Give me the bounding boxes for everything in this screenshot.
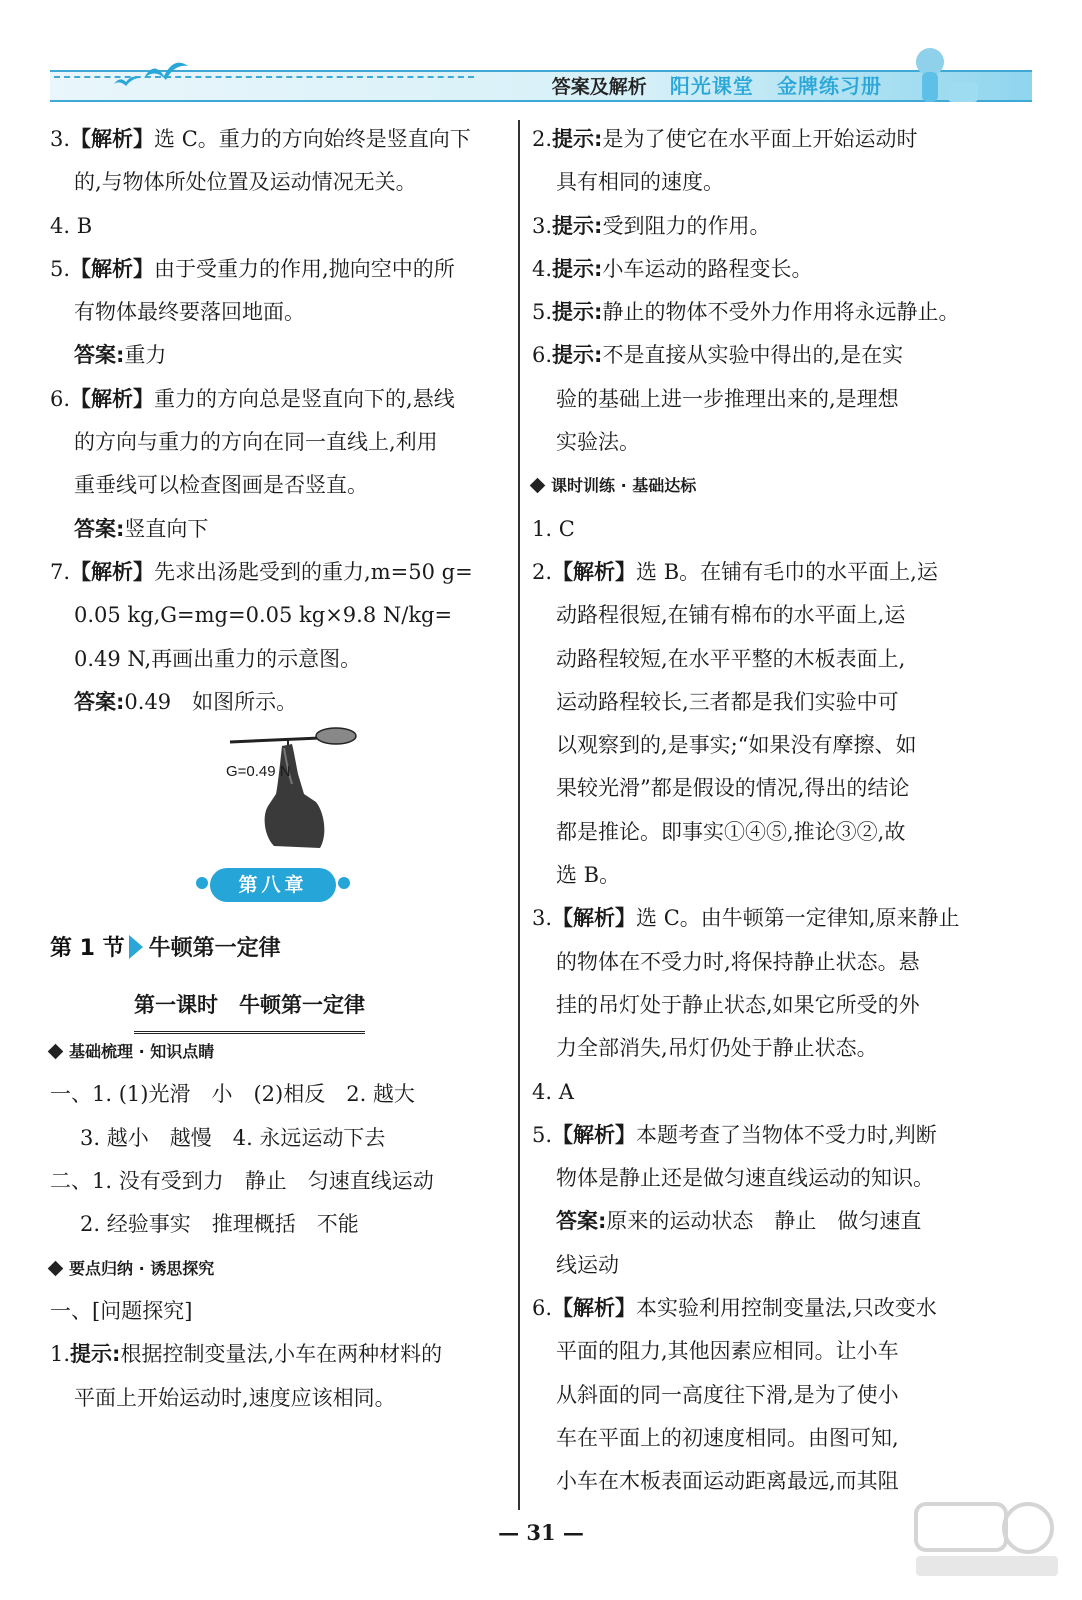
p3-tag: 【解析】 — [552, 906, 637, 931]
hint2-line1 — [532, 118, 1002, 161]
chapter-banner — [50, 854, 510, 924]
basic-review-heading — [50, 1030, 510, 1073]
q7-answer-tag: 答案: — [74, 689, 125, 714]
hint5-line1 — [532, 291, 1002, 334]
hint1-number: 1. — [50, 1342, 71, 1367]
hint2-number: 2. — [532, 127, 553, 151]
q6-line3: 重垂线可以检查图画是否竖直。 — [74, 473, 368, 498]
inquiry-heading: 一、[问题探究] — [50, 1298, 193, 1323]
p6-text-1: 本实验利用控制变量法,只改变水 — [636, 1296, 937, 1321]
q6-answer — [50, 508, 510, 551]
header-brand: 阳光课堂 — [669, 74, 754, 98]
key-points-heading-text: 要点归纳 · 诱思探究 — [69, 1258, 215, 1278]
q5-number: 5. — [50, 256, 71, 281]
q6-line1 — [50, 378, 510, 421]
p3-text-1: 选 C。由牛顿第一定律知,原来静止 — [636, 906, 960, 931]
right-column — [532, 118, 1002, 1504]
p2-line3: 动路程较短,在水平平整的木板表面上, — [556, 646, 906, 671]
header-decoration-icon — [892, 42, 992, 106]
column-divider — [518, 120, 520, 1510]
hint4-number: 4. — [532, 256, 553, 281]
p2-line7: 都是推论。即事实①④⑤,推论③②,故 — [556, 819, 906, 844]
practice-heading-text: 课时训练 · 基础达标 — [551, 476, 697, 496]
q3-line2: 的,与物体所处位置及运动情况无关。 — [74, 170, 417, 195]
q3-tag: 【解析】 — [70, 127, 155, 151]
hint1-line2: 平面上开始运动时,速度应该相同。 — [74, 1385, 396, 1410]
basic-line-1: 一、1. (1)光滑 小 (2)相反 2. 越大 — [50, 1082, 415, 1107]
hint3-line1 — [532, 205, 1002, 248]
q6-line2: 的方向与重力的方向在同一直线上,利用 — [74, 430, 438, 455]
chapter-dot-right — [338, 877, 350, 889]
p5-answer-tag: 答案: — [556, 1209, 607, 1234]
spoon-on-finger-illustration — [200, 724, 360, 854]
p6-tag: 【解析】 — [552, 1296, 637, 1321]
section-heading — [50, 924, 510, 974]
q6-text-1: 重力的方向总是竖直向下的,悬线 — [154, 386, 455, 411]
p3-line3: 挂的吊灯处于静止状态,如果它所受的外 — [556, 992, 920, 1017]
q5-line1 — [50, 248, 510, 291]
q7-text-1: 先求出汤匙受到的重力,m=50 g= — [154, 559, 473, 584]
hint6-line1 — [532, 334, 1002, 377]
chapter-title: 第八章 — [210, 868, 336, 902]
hint4-line1 — [532, 248, 1002, 291]
page-number: — 31 — — [498, 1520, 584, 1545]
q7-line1 — [50, 551, 510, 594]
q7-answer — [50, 681, 510, 724]
diamond-bullet-icon — [48, 1260, 64, 1276]
q3-line1 — [50, 118, 510, 161]
hint4-tag: 提示: — [552, 256, 603, 281]
q3-text-1: 选 C。重力的方向始终是竖直向下 — [154, 127, 471, 151]
p2-line2: 动路程很短,在铺有棉布的水平面上,运 — [556, 603, 906, 628]
chevron-right-icon — [129, 935, 143, 959]
diamond-bullet-icon — [48, 1044, 64, 1060]
q5-answer — [50, 334, 510, 377]
p2-line8: 选 B。 — [556, 863, 621, 888]
q5-answer-tag: 答案: — [74, 343, 125, 368]
p5-line2: 物体是静止还是做匀速直线运动的知识。 — [556, 1166, 934, 1191]
spoon-gravity-figure — [50, 724, 510, 854]
p6-number: 6. — [532, 1296, 553, 1321]
q7-line2: 0.05 kg,G=mg=0.05 kg×9.8 N/kg= — [74, 603, 453, 628]
q7-tag: 【解析】 — [70, 559, 155, 584]
hint1-text-1: 根据控制变量法,小车在两种材料的 — [120, 1342, 443, 1367]
p2-number: 2. — [532, 559, 553, 584]
p5-answer-text-1: 原来的运动状态 静止 做匀速直 — [606, 1209, 922, 1234]
header-series: 金牌练习册 — [777, 74, 882, 98]
hint6-tag: 提示: — [552, 343, 603, 368]
hint4-text-1: 小车运动的路程变长。 — [602, 256, 813, 281]
hint3-number: 3. — [532, 213, 553, 238]
p1-answer: 1. C — [532, 516, 575, 541]
diamond-bullet-icon — [530, 478, 546, 494]
q6-number: 6. — [50, 386, 71, 411]
header-answer-label: 答案及解析 — [551, 76, 647, 98]
hint5-text-1: 静止的物体不受外力作用将永远静止。 — [602, 300, 960, 325]
birds-icon — [104, 50, 214, 90]
key-points-heading — [50, 1247, 510, 1290]
hint6-number: 6. — [532, 343, 553, 368]
section-title-text: 牛顿第一定律 — [148, 936, 281, 962]
q6-tag: 【解析】 — [70, 386, 155, 411]
q6-answer-text: 竖直向下 — [124, 516, 209, 541]
q6-answer-tag: 答案: — [74, 516, 125, 541]
hint6-line2: 验的基础上进一步推理出来的,是理想 — [556, 386, 899, 411]
basic-line-2: 3. 越小 越慢 4. 永远运动下去 — [80, 1125, 386, 1150]
p6-line4: 车在平面上的初速度相同。由图可知, — [556, 1425, 899, 1450]
section-number: 第 1 节 — [50, 936, 125, 962]
q7-number: 7. — [50, 559, 71, 584]
q7-line3: 0.49 N,再画出重力的示意图。 — [74, 646, 362, 671]
q5-text-1: 由于受重力的作用,抛向空中的所 — [154, 256, 455, 281]
figure-gravity-label: G=0.49 N — [226, 763, 291, 781]
hint2-text-1: 是为了使它在水平面上开始运动时 — [602, 127, 918, 151]
p2-line1 — [532, 551, 1002, 594]
basic-review-heading-text: 基础梳理 · 知识点睛 — [69, 1042, 215, 1062]
p5-text-1: 本题考查了当物体不受力时,判断 — [636, 1122, 937, 1147]
watermark-logo — [912, 1500, 1062, 1580]
p2-text-1: 选 B。在铺有毛巾的水平面上,运 — [636, 559, 938, 584]
p3-line2: 的物体在不受力时,将保持静止状态。悬 — [556, 949, 920, 974]
p5-number: 5. — [532, 1122, 553, 1147]
p3-line1 — [532, 897, 1002, 940]
p4-answer: 4. A — [532, 1079, 574, 1104]
header-text — [552, 74, 882, 98]
q4-answer: 4. B — [50, 213, 93, 238]
q3-number: 3. — [50, 127, 71, 151]
hint3-tag: 提示: — [552, 213, 603, 238]
practice-heading — [532, 464, 1002, 507]
p2-line4: 运动路程较长,三者都是我们实验中可 — [556, 689, 899, 714]
hint2-tag: 提示: — [552, 127, 603, 151]
p5-answer-line2: 线运动 — [556, 1252, 619, 1277]
lesson-title-text: 第一课时 牛顿第一定律 — [134, 984, 365, 1034]
p2-tag: 【解析】 — [552, 559, 637, 584]
p6-line3: 从斜面的同一高度往下滑,是为了使小 — [556, 1382, 899, 1407]
page-header — [46, 40, 1032, 110]
p6-line5: 小车在木板表面运动距离最远,而其阻 — [556, 1469, 899, 1494]
hint6-line3: 实验法。 — [556, 430, 640, 455]
q5-line2: 有物体最终要落回地面。 — [74, 300, 305, 325]
p3-number: 3. — [532, 906, 553, 931]
hint1-tag: 提示: — [70, 1342, 121, 1367]
p5-line1 — [532, 1114, 1002, 1157]
q5-tag: 【解析】 — [70, 256, 155, 281]
hint5-number: 5. — [532, 300, 553, 325]
p2-line5: 以观察到的,是事实;“如果没有摩擦、如 — [556, 733, 917, 758]
basic-line-4: 2. 经验事实 推理概括 不能 — [80, 1212, 359, 1237]
p2-line6: 果较光滑”都是假设的情况,得出的结论 — [556, 776, 910, 801]
q5-answer-text: 重力 — [124, 343, 167, 368]
lesson-heading — [50, 974, 510, 1030]
p3-line4: 力全部消失,吊灯仍处于静止状态。 — [556, 1036, 878, 1061]
hint5-tag: 提示: — [552, 300, 603, 325]
chapter-dot-left — [196, 877, 208, 889]
p6-line1 — [532, 1287, 1002, 1330]
hint2-line2: 具有相同的速度。 — [556, 170, 724, 195]
hint3-text-1: 受到阻力的作用。 — [602, 213, 771, 238]
hint6-text-1: 不是直接从实验中得出的,是在实 — [602, 343, 904, 368]
basic-line-3: 二、1. 没有受到力 静止 匀速直线运动 — [50, 1169, 434, 1194]
p6-line2: 平面的阻力,其他因素应相同。让小车 — [556, 1339, 899, 1364]
hint1-line1 — [50, 1333, 510, 1376]
p5-answer-line1 — [532, 1200, 1002, 1243]
p5-tag: 【解析】 — [552, 1122, 637, 1147]
q7-answer-text: 0.49 如图所示。 — [124, 689, 298, 714]
left-column — [50, 118, 510, 1420]
